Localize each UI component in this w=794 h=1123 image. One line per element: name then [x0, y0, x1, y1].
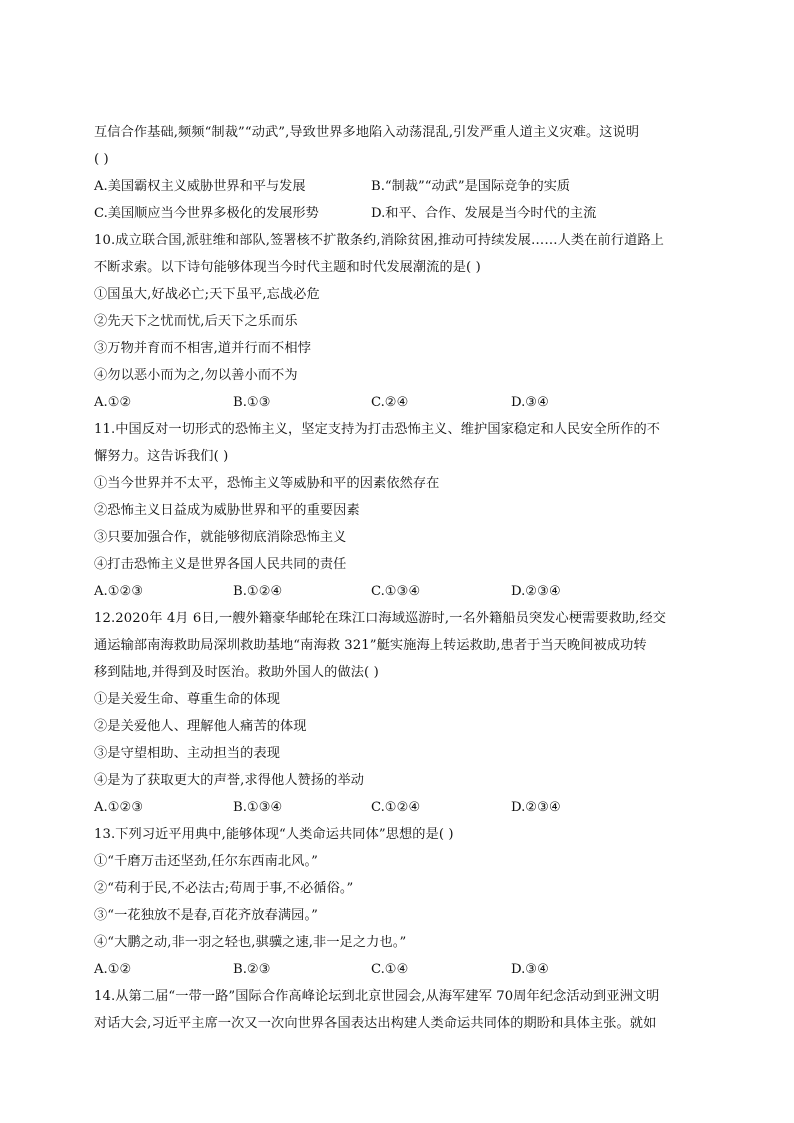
- q9-option-c: C.美国顺应当今世界多极化的发展形势: [94, 206, 319, 221]
- q12-option-a: A.①②③: [94, 800, 144, 815]
- q12-item-2: ②是关爱他人、理解他人痛苦的体现: [94, 719, 307, 734]
- q13-stem-line-1: 13.下列习近平用典中,能够体现“人类命运共同体”思想的是( ): [94, 827, 454, 842]
- q9-stem-line: 互信合作基础,频频“制裁”“动武”,导致世界多地陷入动荡混乱,引发严重人道主义灾难。这说明: [94, 125, 640, 140]
- q11-option-c: C.①③④: [371, 584, 421, 599]
- q10-item-4: ④勿以恶小而为之,勿以善小而不为: [94, 368, 298, 383]
- q13-item-3: ③“一花独放不是春,百花齐放春满园。”: [94, 908, 318, 923]
- q11-stem-line-2: 懈努力。这告诉我们( ): [94, 449, 229, 464]
- q9-option-a: A.美国霸权主义威胁世界和平与发展: [94, 179, 306, 194]
- q10-stem-line-2: 不断求索。以下诗句能够体现当今时代主题和时代发展潮流的是( ): [94, 260, 481, 275]
- q12-option-c: C.①②④: [371, 800, 421, 815]
- q12-item-1: ①是关爱生命、尊重生命的体现: [94, 692, 281, 707]
- q11-option-b: B.①②④: [233, 584, 283, 599]
- q14-stem-line-2: 对话大会,习近平主席一次又一次向世界各国表达出构建人类命运共同体的期盼和具体主张。就如: [94, 1016, 657, 1031]
- q11-item-4: ④打击恐怖主义是世界各国人民共同的责任: [94, 557, 347, 572]
- q10-item-3: ③万物并育而不相害,道并行而不相悖: [94, 341, 311, 356]
- q11-item-1: ①当今世界并不太平，恐怖主义等威胁和平的因素依然存在: [94, 476, 440, 491]
- q12-item-4: ④是为了获取更大的声誉,求得他人赞扬的举动: [94, 773, 365, 788]
- q11-item-3: ③只要加强合作，就能够彻底消除恐怖主义: [94, 530, 347, 545]
- q11-item-2: ②恐怖主义日益成为威胁世界和平的重要因素: [94, 503, 360, 518]
- q13-option-a: A.①②: [94, 962, 132, 977]
- q9-answer-paren: ( ): [94, 152, 109, 167]
- q11-option-a: A.①②③: [94, 584, 144, 599]
- q10-option-c: C.②④: [371, 395, 409, 410]
- q11-stem-line-1: 11.中国反对一切形式的恐怖主义，坚定支持为打击恐怖主义、维护国家稳定和人民安全所作的不: [94, 422, 661, 437]
- q12-stem-line-1: 12.2020年 4月 6日,一艘外籍豪华邮轮在珠江口海域巡游时,一名外籍船员突发心梗需要救助,经交: [94, 611, 667, 626]
- q9-option-d: D.和平、合作、发展是当今时代的主流: [371, 206, 597, 221]
- q12-stem-line-3: 移到陆地,并得到及时医治。救助外国人的做法( ): [94, 665, 379, 680]
- q10-item-2: ②先天下之忧而忧,后天下之乐而乐: [94, 314, 298, 329]
- q13-option-b: B.②③: [233, 962, 271, 977]
- q12-stem-line-2: 通运输部南海救助局深圳救助基地“南海救 321”艇实施海上转运救助,患者于当天晚间被成功转: [94, 638, 647, 653]
- q13-item-4: ④“大鹏之动,非一羽之轻也,骐骥之速,非一足之力也。”: [94, 935, 407, 950]
- q9-option-b: B.“制裁”“动武”是国际竞争的实质: [371, 179, 571, 194]
- q13-option-c: C.①④: [371, 962, 409, 977]
- q12-option-b: B.①③④: [233, 800, 283, 815]
- q14-stem-line-1: 14.从第二届“一带一路”国际合作高峰论坛到北京世园会,从海军建军 70周年纪念活动到亚洲文明: [94, 989, 660, 1004]
- q11-option-d: D.②③④: [511, 584, 561, 599]
- q10-option-a: A.①②: [94, 395, 132, 410]
- q10-item-1: ①国虽大,好战必亡;天下虽平,忘战必危: [94, 287, 320, 302]
- q13-item-2: ②“苟利于民,不必法古;苟周于事,不必循俗。”: [94, 881, 354, 896]
- q12-option-d: D.②③④: [511, 800, 561, 815]
- q10-option-b: B.①③: [233, 395, 271, 410]
- q12-item-3: ③是守望相助、主动担当的表现: [94, 746, 281, 761]
- q10-option-d: D.③④: [511, 395, 549, 410]
- q10-stem-line-1: 10.成立联合国,派驻维和部队,签署核不扩散条约,消除贫困,推动可持续发展……人类在前行道路上: [94, 233, 664, 248]
- q13-item-1: ①“千磨万击还坚劲,任尔东西南北风。”: [94, 854, 318, 869]
- q13-option-d: D.③④: [511, 962, 549, 977]
